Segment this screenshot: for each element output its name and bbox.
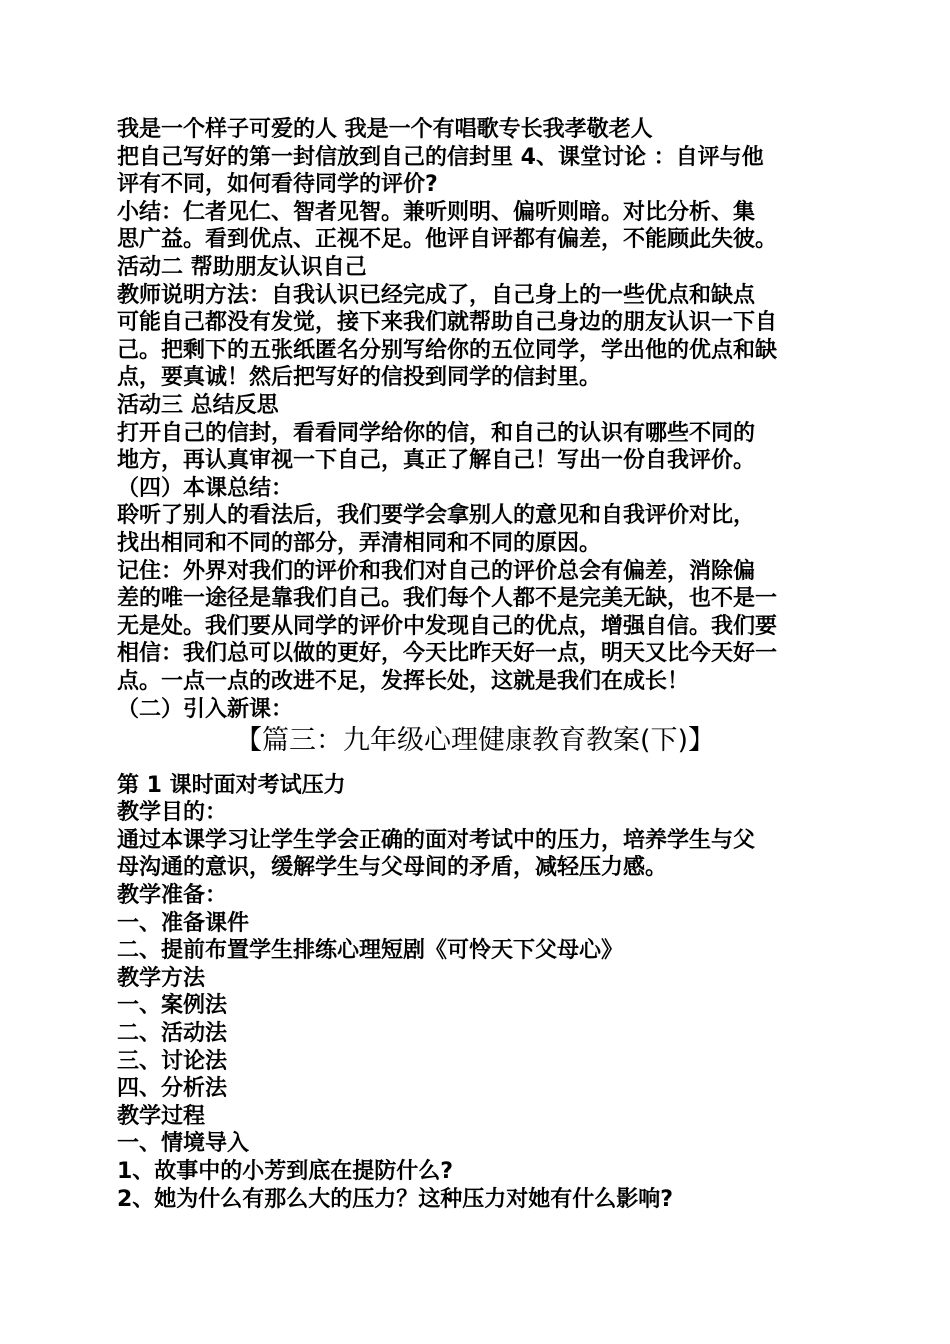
text-line: 小结：仁者见仁、智者见智。兼听则明、偏听则暗。对比分析、集	[117, 200, 756, 225]
text-line: 2、她为什么有那么大的压力？这种压力对她有什么影响?	[117, 1187, 674, 1212]
text-line: 母沟通的意识，缓解学生与父母间的矛盾，减轻压力感。	[117, 855, 668, 880]
text-line: 点。一点一点的改进不足，发挥长处，这就是我们在成长！	[117, 669, 690, 694]
text-line: 可能自己都没有发觉，接下来我们就帮助自己身边的朋友认识一下自	[117, 310, 778, 335]
text-line: 通过本课学习让学生学会正确的面对考试中的压力，培养学生与父	[117, 828, 756, 853]
text-line: 思广益。看到优点、正视不足。他评自评都有偏差，不能顾此失彼。	[117, 227, 778, 252]
text-line: 地方，再认真审视一下自己，真正了解自己！写出一份自我评价。	[117, 448, 756, 473]
text-line: 无是处。我们要从同学的评价中发现自己的优点，增强自信。我们要	[117, 614, 778, 639]
text-line: 二、活动法	[117, 1021, 228, 1046]
text-line: 聆听了别人的看法后，我们要学会拿别人的意见和自我评价对比，	[117, 503, 756, 528]
text-line: 相信：我们总可以做的更好，今天比昨天好一点，明天又比今天好一	[117, 641, 778, 666]
text-line: 教学准备：	[117, 883, 228, 908]
text-line: 教学过程	[117, 1104, 206, 1129]
text-line: 活动三 总结反思	[117, 393, 279, 418]
text-line: 1、故事中的小芳到底在提防什么?	[117, 1159, 454, 1184]
text-line: 差的唯一途径是靠我们自己。我们每个人都不是完美无缺，也不是一	[117, 586, 778, 611]
text-line: （二）引入新课：	[117, 697, 294, 722]
text-line: （四）本课总结：	[117, 476, 294, 501]
text-line: 记住：外界对我们的评价和我们对自己的评价总会有偏差，消除偏	[117, 559, 756, 584]
section-heading: 【篇三：九年级心理健康教育教案(下)】	[234, 725, 716, 756]
text-line: 一、情境导入	[117, 1131, 250, 1156]
text-line: 活动二 帮助朋友认识自己	[117, 255, 367, 280]
text-line: 二、提前布置学生排练心理短剧《可怜天下父母心》	[117, 938, 624, 963]
text-line: 第 1 课时面对考试压力	[117, 773, 346, 798]
text-line: 四、分析法	[117, 1076, 228, 1101]
text-line: 教学目的：	[117, 800, 228, 825]
text-line: 评有不同，如何看待同学的评价?	[117, 172, 438, 197]
text-line: 己。把剩下的五张纸匿名分别写给你的五位同学，学出他的优点和缺	[117, 338, 778, 363]
text-line: 把自己写好的第一封信放到自己的信封里 4、课堂讨论 ：自评与他	[117, 145, 764, 170]
text-line: 一、案例法	[117, 993, 228, 1018]
text-line: 点，要真诚！然后把写好的信投到同学的信封里。	[117, 365, 602, 390]
text-line: 教学方法	[117, 966, 206, 991]
text-line: 找出相同和不同的部分，弄清相同和不同的原因。	[117, 531, 602, 556]
text-line: 一、准备课件	[117, 911, 250, 936]
text-line: 打开自己的信封，看看同学给你的信，和自己的认识有哪些不同的	[117, 421, 756, 446]
text-line: 我是一个样子可爱的人 我是一个有唱歌专长我孝敬老人	[117, 117, 653, 142]
text-line: 三、讨论法	[117, 1049, 228, 1074]
text-line: 教师说明方法：自我认识已经完成了，自己身上的一些优点和缺点	[117, 283, 756, 308]
